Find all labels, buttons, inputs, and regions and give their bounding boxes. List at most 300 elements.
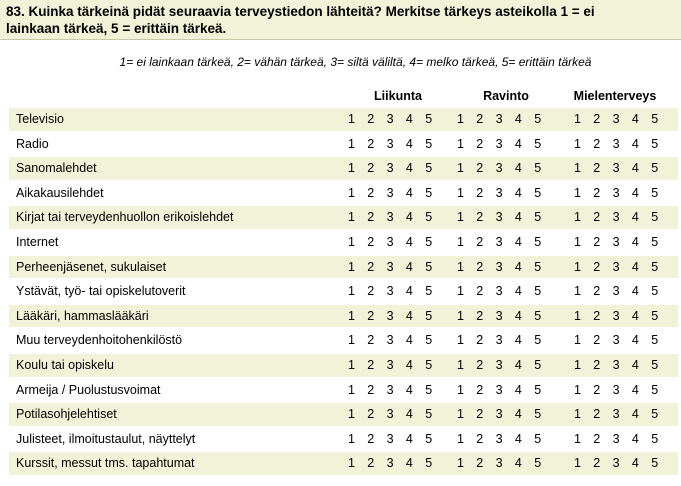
rating-option[interactable]: 5 (534, 333, 542, 348)
rating-option[interactable]: 4 (514, 112, 522, 126)
rating-option[interactable]: 2 (367, 161, 375, 176)
rating-option[interactable]: 5 (425, 333, 433, 348)
rating-option[interactable]: 2 (476, 259, 484, 274)
rating-option[interactable]: 1 (574, 407, 581, 422)
rating-option[interactable]: 5 (651, 210, 659, 225)
rating-group-mielenterveys (574, 284, 670, 298)
rating-option[interactable]: 1 (574, 185, 581, 200)
rating-option[interactable]: 4 (405, 357, 413, 372)
rating-option[interactable]: 5 (534, 284, 542, 299)
rating-group-liikunta (348, 432, 444, 446)
rating-group-mielenterveys (574, 235, 670, 249)
rating-option[interactable]: 4 (405, 136, 413, 151)
table-row (9, 305, 678, 330)
rating-option[interactable]: 2 (367, 382, 375, 397)
rating-option[interactable]: 5 (534, 234, 542, 249)
rating-option[interactable]: 5 (425, 382, 433, 397)
rating-option[interactable]: 4 (405, 431, 413, 446)
rating-option[interactable]: 2 (367, 136, 375, 151)
rating-option[interactable]: 4 (631, 210, 639, 225)
rating-option[interactable]: 4 (514, 431, 522, 446)
rating-option[interactable]: 4 (514, 308, 522, 323)
rating-option[interactable]: 4 (405, 308, 413, 323)
rating-option[interactable]: 5 (651, 112, 659, 126)
rating-option[interactable]: 2 (593, 284, 601, 299)
rating-option[interactable]: 2 (476, 284, 484, 299)
rating-option[interactable]: 5 (425, 284, 433, 299)
rating-group-ravinto (457, 186, 553, 200)
rating-option[interactable]: 1 (457, 357, 464, 372)
rating-option[interactable]: 4 (631, 136, 639, 151)
rating-option[interactable]: 1 (574, 136, 581, 151)
rating-option[interactable]: 1 (574, 308, 581, 323)
rating-option[interactable]: 5 (651, 308, 659, 323)
rating-option[interactable]: 2 (367, 259, 375, 274)
rating-group-mielenterveys (574, 161, 670, 175)
rating-option[interactable]: 1 (348, 357, 355, 372)
rating-option[interactable]: 3 (495, 308, 503, 323)
rating-option[interactable]: 4 (514, 382, 522, 397)
rating-option[interactable]: 2 (593, 456, 601, 471)
rating-option[interactable]: 2 (593, 234, 601, 249)
rating-group-mielenterveys (574, 432, 670, 446)
rating-option[interactable]: 3 (495, 112, 503, 126)
rating-option[interactable]: 3 (495, 161, 503, 176)
rating-option[interactable]: 1 (457, 308, 464, 323)
rating-option[interactable]: 5 (534, 382, 542, 397)
rating-option[interactable]: 4 (631, 382, 639, 397)
rating-option[interactable]: 4 (514, 161, 522, 176)
rating-option[interactable]: 3 (612, 456, 620, 471)
rating-option[interactable]: 3 (612, 308, 620, 323)
rating-option[interactable]: 1 (348, 234, 355, 249)
rating-option[interactable]: 4 (405, 161, 413, 176)
rating-option[interactable]: 4 (631, 259, 639, 274)
rating-option[interactable]: 3 (495, 431, 503, 446)
rating-option[interactable]: 5 (425, 234, 433, 249)
rating-option[interactable]: 4 (631, 407, 639, 422)
rating-option[interactable]: 1 (574, 382, 581, 397)
rating-option[interactable]: 1 (348, 382, 355, 397)
rating-option[interactable]: 5 (651, 382, 659, 397)
rating-option[interactable]: 1 (457, 234, 464, 249)
rating-option[interactable]: 5 (425, 112, 433, 126)
rating-group-liikunta (348, 161, 444, 175)
rating-option[interactable]: 2 (476, 382, 484, 397)
rating-group-ravinto (457, 432, 553, 446)
rating-option[interactable]: 1 (574, 161, 581, 176)
rating-option[interactable]: 5 (425, 161, 433, 176)
rating-option[interactable]: 1 (457, 259, 464, 274)
rating-option[interactable]: 5 (651, 456, 659, 471)
rating-option[interactable]: 1 (457, 333, 464, 348)
rating-group-ravinto (457, 161, 553, 175)
table-row (9, 206, 678, 231)
row-label: Koulu tai opiskelu (16, 357, 114, 372)
rating-group-liikunta (348, 235, 444, 249)
rating-group-mielenterveys (574, 210, 670, 224)
column-header-ravinto: Ravinto (483, 89, 529, 103)
rating-option[interactable]: 4 (514, 333, 522, 348)
rating-option[interactable]: 5 (651, 407, 659, 422)
rating-group-mielenterveys (574, 407, 670, 421)
rating-option[interactable]: 2 (476, 136, 484, 151)
rating-option[interactable]: 2 (593, 112, 601, 126)
rating-option[interactable]: 1 (348, 431, 355, 446)
rating-option[interactable]: 3 (386, 136, 394, 151)
rating-option[interactable]: 1 (348, 259, 355, 274)
rating-option[interactable]: 4 (514, 136, 522, 151)
rating-option[interactable]: 1 (348, 185, 355, 200)
rating-option[interactable]: 3 (495, 259, 503, 274)
rating-option[interactable]: 1 (348, 333, 355, 348)
rating-group-liikunta (348, 456, 444, 470)
rating-option[interactable]: 5 (534, 210, 542, 225)
rating-group-liikunta (348, 112, 444, 126)
rating-option[interactable]: 3 (612, 357, 620, 372)
table-row (9, 133, 678, 158)
rating-option[interactable]: 5 (651, 259, 659, 274)
rating-option[interactable]: 2 (476, 234, 484, 249)
rating-option[interactable]: 5 (534, 161, 542, 176)
rating-option[interactable]: 1 (574, 431, 581, 446)
rating-option[interactable]: 2 (367, 112, 375, 126)
rating-option[interactable]: 2 (367, 407, 375, 422)
rating-option[interactable]: 2 (476, 456, 484, 471)
rating-option[interactable]: 3 (386, 357, 394, 372)
rating-option[interactable]: 1 (348, 136, 355, 151)
rating-option[interactable]: 3 (386, 333, 394, 348)
rating-option[interactable]: 5 (534, 112, 542, 126)
rating-option[interactable]: 4 (631, 284, 639, 299)
rating-option[interactable]: 3 (612, 136, 620, 151)
rating-option[interactable]: 5 (534, 407, 542, 422)
rating-option[interactable]: 3 (612, 382, 620, 397)
rating-option[interactable]: 3 (386, 407, 394, 422)
rating-option[interactable]: 4 (514, 210, 522, 225)
rating-group-mielenterveys (574, 186, 670, 200)
row-label: Televisio (16, 112, 64, 126)
rating-option[interactable]: 4 (514, 259, 522, 274)
rating-option[interactable]: 4 (405, 333, 413, 348)
rating-option[interactable]: 3 (386, 284, 394, 299)
rating-group-ravinto (457, 112, 553, 126)
rating-option[interactable]: 3 (612, 284, 620, 299)
rating-option[interactable]: 3 (386, 308, 394, 323)
rating-option[interactable]: 2 (593, 259, 601, 274)
rating-option[interactable]: 1 (457, 456, 464, 471)
rating-option[interactable]: 3 (495, 210, 503, 225)
rating-option[interactable]: 5 (534, 357, 542, 372)
rating-option[interactable]: 1 (348, 284, 355, 299)
row-label: Muu terveydenhoitohenkilöstö (16, 333, 183, 348)
rating-option[interactable]: 5 (534, 136, 542, 151)
rating-option[interactable]: 3 (386, 234, 394, 249)
rating-option[interactable]: 5 (651, 161, 659, 176)
rating-option[interactable]: 5 (534, 431, 542, 446)
rating-option[interactable]: 5 (425, 407, 433, 422)
rating-option[interactable]: 1 (457, 431, 464, 446)
row-label: Internet (16, 234, 59, 249)
rating-option[interactable]: 3 (495, 136, 503, 151)
rating-option[interactable]: 5 (425, 456, 433, 471)
rating-group-ravinto (457, 260, 553, 274)
table-row (9, 329, 678, 354)
table-row (9, 354, 678, 379)
rating-group-liikunta (348, 210, 444, 224)
rating-option[interactable]: 3 (495, 382, 503, 397)
rating-group-mielenterveys (574, 260, 670, 274)
rating-option[interactable]: 4 (514, 407, 522, 422)
row-label: Kurssit, messut tms. tapahtumat (16, 456, 195, 471)
rating-option[interactable]: 2 (593, 161, 601, 176)
rating-option[interactable]: 5 (425, 259, 433, 274)
rating-option[interactable]: 2 (367, 456, 375, 471)
rating-option[interactable]: 3 (612, 333, 620, 348)
rating-option[interactable]: 5 (425, 308, 433, 323)
rating-option[interactable]: 2 (367, 185, 375, 200)
rating-option[interactable]: 4 (405, 284, 413, 299)
rating-option[interactable]: 3 (386, 161, 394, 176)
column-header-liikunta: Liikunta (374, 89, 422, 103)
row-label: Armeija / Puolustusvoimat (16, 382, 161, 397)
rating-option[interactable]: 1 (457, 382, 464, 397)
rating-option[interactable]: 3 (612, 112, 620, 126)
rating-option[interactable]: 4 (405, 210, 413, 225)
rating-option[interactable]: 1 (574, 112, 581, 126)
rating-option[interactable]: 2 (367, 234, 375, 249)
rating-option[interactable]: 2 (476, 185, 484, 200)
rating-group-ravinto (457, 210, 553, 224)
rating-option[interactable]: 3 (495, 284, 503, 299)
rating-option[interactable]: 2 (367, 357, 375, 372)
rating-option[interactable]: 4 (405, 259, 413, 274)
rating-option[interactable]: 5 (534, 308, 542, 323)
rating-option[interactable]: 4 (514, 284, 522, 299)
rating-option[interactable]: 3 (612, 234, 620, 249)
rating-group-mielenterveys (574, 309, 670, 323)
rating-option[interactable]: 4 (631, 112, 639, 126)
rating-option[interactable]: 1 (348, 407, 355, 422)
rating-option[interactable]: 5 (425, 185, 433, 200)
rating-option[interactable]: 1 (574, 357, 581, 372)
rating-group-liikunta (348, 407, 444, 421)
rating-option[interactable]: 4 (405, 407, 413, 422)
rating-option[interactable]: 3 (495, 456, 503, 471)
rating-group-mielenterveys (574, 358, 670, 372)
rating-option[interactable]: 1 (574, 210, 581, 225)
rating-option[interactable]: 4 (405, 185, 413, 200)
rating-option[interactable]: 3 (495, 357, 503, 372)
rating-option[interactable]: 4 (405, 112, 413, 126)
rating-option[interactable]: 1 (574, 284, 581, 299)
rating-group-liikunta (348, 186, 444, 200)
column-header-mielenterveys: Mielenterveys (573, 89, 657, 103)
rating-option[interactable]: 1 (457, 161, 464, 176)
rating-option[interactable]: 2 (593, 136, 601, 151)
rating-option[interactable]: 3 (612, 407, 620, 422)
rating-option[interactable]: 4 (405, 382, 413, 397)
question-header (0, 0, 681, 40)
rating-option[interactable]: 4 (631, 185, 639, 200)
rating-option[interactable]: 2 (593, 185, 601, 200)
question-text-line1: 83. Kuinka tärkeinä pidät seuraavia terveystiedon lähteitä? Merkitse tärkeys asteikolla 1 = ei (6, 4, 595, 19)
rating-option[interactable]: 1 (457, 185, 464, 200)
rating-option[interactable]: 2 (593, 431, 601, 446)
rating-option[interactable]: 2 (367, 284, 375, 299)
rating-option[interactable]: 3 (495, 407, 503, 422)
rating-group-ravinto (457, 137, 553, 151)
row-label: Radio (16, 136, 49, 151)
rating-group-ravinto (457, 456, 553, 470)
rating-option[interactable]: 1 (457, 136, 464, 151)
rating-group-liikunta (348, 333, 444, 347)
rating-option[interactable]: 4 (631, 308, 639, 323)
rating-group-liikunta (348, 383, 444, 397)
rating-option[interactable]: 4 (631, 456, 639, 471)
table-row (9, 157, 678, 182)
rating-option[interactable]: 2 (593, 308, 601, 323)
rating-option[interactable]: 2 (476, 407, 484, 422)
rating-option[interactable]: 4 (631, 234, 639, 249)
rating-option[interactable]: 3 (612, 161, 620, 176)
rating-option[interactable]: 1 (348, 210, 355, 225)
question-grid (9, 108, 678, 477)
rating-option[interactable]: 3 (612, 259, 620, 274)
rating-option[interactable]: 2 (593, 382, 601, 397)
rating-option[interactable]: 3 (495, 185, 503, 200)
rating-option[interactable]: 5 (425, 431, 433, 446)
rating-option[interactable]: 5 (651, 431, 659, 446)
rating-option[interactable]: 1 (574, 333, 581, 348)
rating-group-liikunta (348, 358, 444, 372)
rating-option[interactable]: 2 (367, 333, 375, 348)
row-label: Kirjat tai terveydenhuollon erikoislehdet (16, 210, 234, 225)
rating-option[interactable]: 5 (534, 456, 542, 471)
rating-option[interactable]: 4 (514, 185, 522, 200)
table-row (9, 231, 678, 256)
rating-group-ravinto (457, 309, 553, 323)
row-label: Ystävät, työ- tai opiskelutoverit (16, 284, 186, 299)
rating-group-ravinto (457, 358, 553, 372)
rating-option[interactable]: 4 (405, 234, 413, 249)
rating-option[interactable]: 4 (631, 333, 639, 348)
rating-option[interactable]: 2 (476, 161, 484, 176)
row-label: Potilasohjelehtiset (16, 407, 117, 422)
rating-option[interactable]: 4 (514, 234, 522, 249)
rating-option[interactable]: 5 (425, 210, 433, 225)
rating-group-mielenterveys (574, 112, 670, 126)
rating-option[interactable]: 4 (631, 161, 639, 176)
rating-group-liikunta (348, 309, 444, 323)
rating-option[interactable]: 2 (593, 357, 601, 372)
rating-option[interactable]: 2 (476, 112, 484, 126)
rating-option[interactable]: 3 (386, 431, 394, 446)
table-row (9, 108, 678, 133)
rating-option[interactable]: 5 (534, 185, 542, 200)
rating-option[interactable]: 1 (457, 112, 464, 126)
rating-option[interactable]: 1 (457, 284, 464, 299)
rating-option[interactable]: 3 (386, 456, 394, 471)
rating-option[interactable]: 1 (348, 112, 355, 126)
rating-option[interactable]: 3 (386, 185, 394, 200)
rating-option[interactable]: 2 (476, 357, 484, 372)
rating-option[interactable]: 2 (593, 333, 601, 348)
rating-option[interactable]: 2 (593, 407, 601, 422)
rating-option[interactable]: 3 (386, 210, 394, 225)
rating-option[interactable]: 5 (651, 333, 659, 348)
rating-group-liikunta (348, 260, 444, 274)
table-row (9, 403, 678, 428)
rating-group-liikunta (348, 137, 444, 151)
rating-option[interactable]: 1 (348, 308, 355, 323)
rating-option[interactable]: 3 (386, 382, 394, 397)
rating-option[interactable]: 2 (367, 308, 375, 323)
rating-option[interactable]: 1 (457, 407, 464, 422)
question-text-line2: lainkaan tärkeä, 5 = erittäin tärkeä. (6, 21, 227, 36)
rating-group-ravinto (457, 284, 553, 298)
rating-option[interactable]: 5 (651, 284, 659, 299)
table-row (9, 452, 678, 477)
rating-group-ravinto (457, 407, 553, 421)
rating-option[interactable]: 3 (612, 210, 620, 225)
rating-option[interactable]: 4 (514, 456, 522, 471)
rating-option[interactable]: 3 (612, 185, 620, 200)
rating-option[interactable]: 1 (574, 456, 581, 471)
rating-option[interactable]: 4 (631, 431, 639, 446)
rating-option[interactable]: 3 (386, 112, 394, 126)
scale-legend: 1= ei lainkaan tärkeä, 2= vähän tärkeä, 3= siltä väliltä, 4= melko tärkeä, 5= erittäin tärkeä (119, 55, 592, 69)
row-label: Perheenjäsenet, sukulaiset (16, 259, 167, 274)
rating-option[interactable]: 1 (574, 259, 581, 274)
rating-group-mielenterveys (574, 456, 670, 470)
rating-group-liikunta (348, 284, 444, 298)
rating-option[interactable]: 3 (612, 431, 620, 446)
rating-option[interactable]: 3 (495, 333, 503, 348)
rating-option[interactable]: 5 (534, 259, 542, 274)
rating-option[interactable]: 2 (367, 431, 375, 446)
table-row (9, 379, 678, 404)
rating-option[interactable]: 3 (386, 259, 394, 274)
rating-option[interactable]: 2 (476, 308, 484, 323)
rating-option[interactable]: 5 (651, 357, 659, 372)
table-row (9, 256, 678, 281)
rating-option[interactable]: 5 (651, 234, 659, 249)
rating-option[interactable]: 5 (425, 357, 433, 372)
rating-option[interactable]: 1 (574, 234, 581, 249)
rating-option[interactable]: 2 (476, 210, 484, 225)
rating-option[interactable]: 4 (631, 357, 639, 372)
table-row (9, 428, 678, 453)
rating-option[interactable]: 1 (457, 210, 464, 225)
rating-option[interactable]: 5 (425, 136, 433, 151)
rating-option[interactable]: 3 (495, 234, 503, 249)
rating-option[interactable]: 5 (651, 136, 659, 151)
rating-option[interactable]: 4 (405, 456, 413, 471)
rating-option[interactable]: 1 (348, 161, 355, 176)
rating-group-mielenterveys (574, 333, 670, 347)
rating-option[interactable]: 2 (476, 333, 484, 348)
rating-group-ravinto (457, 333, 553, 347)
rating-option[interactable]: 2 (367, 210, 375, 225)
rating-option[interactable]: 2 (476, 431, 484, 446)
rating-group-mielenterveys (574, 137, 670, 151)
rating-option[interactable]: 2 (593, 210, 601, 225)
rating-option[interactable]: 5 (651, 185, 659, 200)
row-label: Sanomalehdet (16, 161, 97, 176)
rating-option[interactable]: 1 (348, 456, 355, 471)
rating-option[interactable]: 4 (514, 357, 522, 372)
